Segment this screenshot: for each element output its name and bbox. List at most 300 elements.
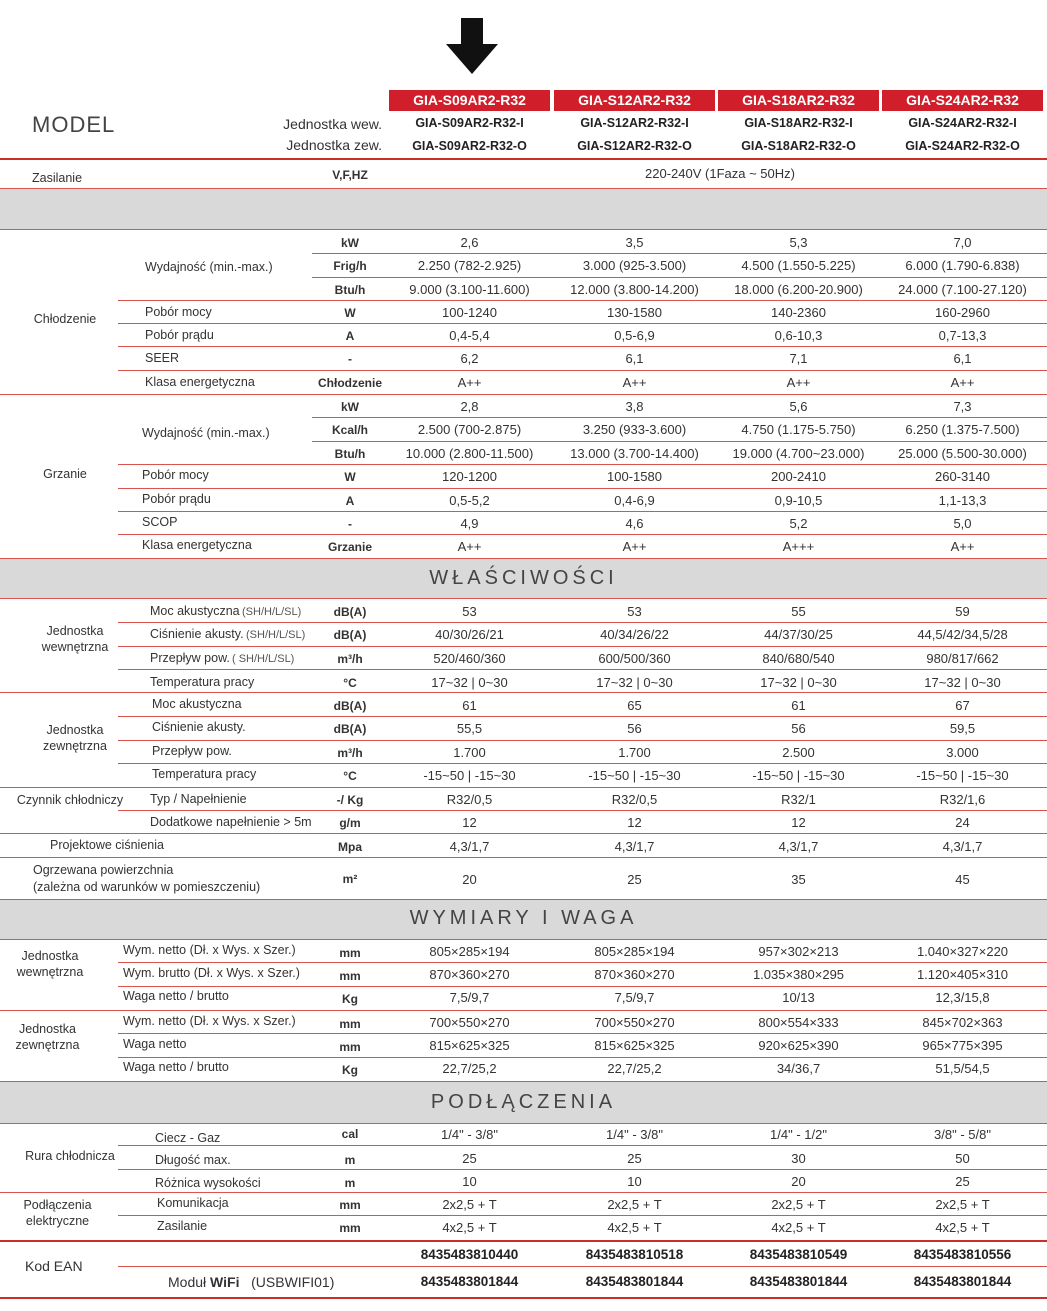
value-cell: A++ <box>622 375 647 390</box>
value-cell: 845×702×363 <box>922 1015 1003 1030</box>
value-cell: 700×550×270 <box>594 1015 675 1030</box>
value-cell: 0,4-6,9 <box>614 493 655 508</box>
value-cell: 25 <box>627 1151 642 1166</box>
value-cell: 56 <box>791 721 806 736</box>
value-cell: 59 <box>955 604 970 619</box>
unit-cell: mm <box>339 1040 361 1054</box>
unit-cell: dB(A) <box>333 628 367 642</box>
param-label: Wym. brutto (Dł. x Wys. x Szer.) <box>123 966 300 980</box>
value-cell: 1.040×327×220 <box>916 944 1009 959</box>
value-cell: 35 <box>791 872 806 887</box>
value-cell: 10/13 <box>782 990 815 1005</box>
value-cell: 30 <box>791 1151 806 1166</box>
value-cell: 2,8 <box>460 399 479 414</box>
value-cell: 34/36,7 <box>776 1061 821 1076</box>
wifi-ean-code: 8435483801844 <box>913 1274 1012 1289</box>
value-cell: 6.250 (1.375-7.500) <box>905 422 1020 437</box>
row-divider <box>0 229 1047 230</box>
value-cell: 3,5 <box>625 235 644 250</box>
param-label: Temperatura pracy <box>152 767 257 781</box>
value-cell: 7,5/9,7 <box>449 990 490 1005</box>
row-divider <box>118 346 1047 347</box>
row-divider <box>0 692 1047 693</box>
param-label: Wym. netto (Dł. x Wys. x Szer.) <box>123 943 296 957</box>
value-cell: 520/460/360 <box>433 651 506 666</box>
value-cell: 22,7/25,2 <box>442 1061 497 1076</box>
value-cell: 7,3 <box>953 399 972 414</box>
unit-cell: Kcal/h <box>331 423 368 437</box>
value-cell: 0,7-13,3 <box>938 328 987 343</box>
value-cell: 0,5-6,9 <box>614 328 655 343</box>
ean-code: 8435483810440 <box>420 1247 519 1262</box>
unit-cell: A <box>345 329 355 343</box>
value-cell: 44,5/42/34,5/28 <box>917 627 1008 642</box>
value-cell: 50 <box>955 1151 970 1166</box>
value-cell: 44/37/30/25 <box>764 627 833 642</box>
value-cell: 25 <box>627 872 642 887</box>
value-cell: 3.000 (925-3.500) <box>582 258 687 273</box>
row-divider <box>118 1215 1047 1216</box>
row-divider <box>118 534 1047 535</box>
value-cell: 815×625×325 <box>429 1038 510 1053</box>
value-cell: 700×550×270 <box>429 1015 510 1030</box>
unit-cell: mm <box>339 1221 361 1235</box>
value-cell: R32/1,6 <box>939 792 986 807</box>
row-divider <box>0 857 1047 858</box>
value-cell: 4x2,5 + T <box>935 1220 990 1235</box>
unit-cell: kW <box>341 400 359 414</box>
param-label: Zasilanie <box>157 1219 208 1233</box>
row-divider <box>118 763 1047 764</box>
unit-cell: °C <box>343 676 357 690</box>
param-label: Komunikacja <box>157 1196 229 1210</box>
value-cell: 800×554×333 <box>758 1015 839 1030</box>
value-cell: 1.120×405×310 <box>916 967 1009 982</box>
unit-cell: mm <box>339 946 361 960</box>
indoor-model-code: GIA-S12AR2-R32-I <box>580 116 689 130</box>
model-name-cell: GIA-S24AR2-R32 <box>882 90 1043 111</box>
unit-cell: °C <box>343 769 357 783</box>
param-label: Różnica wysokości <box>155 1176 261 1190</box>
value-cell: 1/4" - 3/8" <box>606 1127 663 1142</box>
value-cell: 4,3/1,7 <box>614 839 655 854</box>
wifi-code: (USBWIFI01) <box>239 1274 335 1290</box>
row-divider <box>0 394 1047 395</box>
model-name-cell: GIA-S09AR2-R32 <box>389 90 550 111</box>
value-cell: 6,2 <box>460 351 479 366</box>
value-cell: 2x2,5 + T <box>442 1197 497 1212</box>
ean-code: 8435483810556 <box>913 1247 1012 1262</box>
value-cell: 9.000 (3.100-11.600) <box>409 282 530 297</box>
value-cell: 24 <box>955 815 970 830</box>
row-divider <box>312 253 1047 254</box>
row-divider <box>118 488 1047 489</box>
value-cell: 130-1580 <box>607 305 662 320</box>
row-divider <box>118 1145 1047 1146</box>
value-cell: 13.000 (3.700-14.400) <box>570 446 699 461</box>
param-label: Ciecz - Gaz <box>155 1131 221 1145</box>
unit-cell: g/m <box>339 816 361 830</box>
param-label: Pobór mocy <box>145 305 212 319</box>
section-band <box>0 189 1047 229</box>
param-label: Długość max. <box>155 1153 231 1167</box>
unit-cell: Grzanie <box>327 540 372 554</box>
value-cell: A++ <box>457 539 482 554</box>
value-cell: 920×625×390 <box>758 1038 839 1053</box>
value-cell: 12 <box>462 815 477 830</box>
unit-cell: Kg <box>342 992 358 1006</box>
indoor-model-code: GIA-S24AR2-R32-I <box>908 116 1017 130</box>
row-divider <box>312 417 1047 418</box>
row-divider <box>118 464 1047 465</box>
row-divider <box>0 787 1047 788</box>
unit-cell: mm <box>339 1017 361 1031</box>
value-cell: 17~32 | 0~30 <box>596 675 673 690</box>
ean-label: Kod EAN <box>25 1258 83 1274</box>
value-cell: 4x2,5 + T <box>771 1220 826 1235</box>
row-divider <box>0 1240 1047 1242</box>
param-label: Wym. netto (Dł. x Wys. x Szer.) <box>123 1014 296 1028</box>
indoor-model-code: GIA-S18AR2-R32-I <box>744 116 853 130</box>
value-cell: 2,6 <box>460 235 479 250</box>
value-cell: 6,1 <box>953 351 972 366</box>
row-divider <box>0 1010 1047 1011</box>
row-divider <box>118 1033 1047 1034</box>
value-cell: 65 <box>627 698 642 713</box>
value-cell: 5,0 <box>953 516 972 531</box>
value-cell: 4.500 (1.550-5.225) <box>741 258 856 273</box>
unit-cell: mm <box>339 969 361 983</box>
unit-cell: - <box>348 517 352 531</box>
model-name-cell: GIA-S12AR2-R32 <box>554 90 715 111</box>
outdoor-unit-label: Jednostka zew. <box>286 137 382 153</box>
power-label: Zasilanie <box>32 171 83 185</box>
dim-outdoor-group: Jednostka zewnętrzna <box>15 1022 80 1052</box>
row-divider <box>0 158 1047 160</box>
value-cell: 10 <box>462 1174 477 1189</box>
row-divider <box>0 1123 1047 1124</box>
value-cell: 12,3/15,8 <box>935 990 990 1005</box>
wifi-ean-code: 8435483801844 <box>585 1274 684 1289</box>
value-cell: 600/500/360 <box>598 651 671 666</box>
value-cell: -15~50 | -15~30 <box>588 768 681 783</box>
value-cell: A++ <box>950 539 975 554</box>
value-cell: 25 <box>955 1174 970 1189</box>
value-cell: 1/4" - 3/8" <box>441 1127 498 1142</box>
cooling-group-label: Chłodzenie <box>33 312 97 326</box>
row-divider <box>0 1192 1047 1193</box>
value-cell: 120-1200 <box>442 469 497 484</box>
value-cell: 45 <box>955 872 970 887</box>
model-name-cell: GIA-S18AR2-R32 <box>718 90 879 111</box>
row-divider <box>118 962 1047 963</box>
param-label: Typ / Napełnienie <box>150 792 247 806</box>
row-divider <box>312 441 1047 442</box>
unit-cell: Mpa <box>338 840 362 854</box>
value-cell: 0,9-10,5 <box>774 493 823 508</box>
value-cell: 17~32 | 0~30 <box>431 675 508 690</box>
value-cell: 51,5/54,5 <box>935 1061 990 1076</box>
value-cell: 4,3/1,7 <box>449 839 490 854</box>
value-cell: 5,6 <box>789 399 808 414</box>
value-cell: 17~32 | 0~30 <box>924 675 1001 690</box>
unit-cell: cal <box>341 1127 359 1141</box>
value-cell: 55 <box>791 604 806 619</box>
param-label: SEER <box>145 351 180 365</box>
value-cell: 10.000 (2.800-11.500) <box>405 446 534 461</box>
value-cell: 5,3 <box>789 235 808 250</box>
param-label: Ciśnienie akusty. <box>152 720 246 734</box>
value-cell: 67 <box>955 698 970 713</box>
wifi-label-prefix: Moduł <box>168 1274 211 1290</box>
value-cell: 12 <box>627 815 642 830</box>
value-cell: 4,3/1,7 <box>942 839 983 854</box>
value-cell: 100-1580 <box>607 469 662 484</box>
row-divider <box>118 370 1047 371</box>
value-cell: 4,6 <box>625 516 644 531</box>
row-divider <box>118 622 1047 623</box>
param-label: Klasa energetyczna <box>142 538 252 552</box>
value-cell: 40/34/26/22 <box>600 627 669 642</box>
param-label: Dodatkowe napełnienie > 5m <box>150 815 312 829</box>
value-cell: 19.000 (4.700~23.000) <box>732 446 865 461</box>
value-cell: 59,5 <box>949 721 976 736</box>
value-cell: 25.000 (5.500-30.000) <box>898 446 1027 461</box>
value-cell: 870×360×270 <box>594 967 675 982</box>
unit-cell: kW <box>341 236 359 250</box>
param-label: Klasa energetyczna <box>145 375 255 389</box>
row-divider <box>0 939 1047 940</box>
value-cell: 1/4" - 1/2" <box>770 1127 827 1142</box>
value-cell: 4,9 <box>460 516 479 531</box>
unit-cell: Btu/h <box>334 283 366 297</box>
value-cell: 805×285×194 <box>594 944 675 959</box>
row-divider <box>118 1057 1047 1058</box>
wifi-ean-code: 8435483801844 <box>420 1274 519 1289</box>
section-title-dimensions: WYMIARY I WAGA <box>409 907 638 929</box>
value-cell: 12.000 (3.800-14.200) <box>570 282 699 297</box>
value-cell: 17~32 | 0~30 <box>760 675 837 690</box>
value-cell: 1.700 <box>618 745 651 760</box>
value-cell: 0,6-10,3 <box>774 328 823 343</box>
value-cell: 6,1 <box>625 351 644 366</box>
row-divider <box>118 810 1047 811</box>
ean-code: 8435483810518 <box>585 1247 684 1262</box>
value-cell: R32/0,5 <box>446 792 493 807</box>
unit-cell: Frig/h <box>333 259 367 273</box>
wifi-ean-code: 8435483801844 <box>749 1274 848 1289</box>
value-cell: A++ <box>950 375 975 390</box>
outdoor-model-code: GIA-S24AR2-R32-O <box>905 139 1020 153</box>
param-label: Moc akustyczna <box>152 697 242 711</box>
value-cell: A++ <box>457 375 482 390</box>
unit-cell: m <box>344 1153 356 1167</box>
model-heading: MODEL <box>32 112 116 137</box>
value-cell: 1,1-13,3 <box>938 493 987 508</box>
unit-cell: V,F,HZ <box>332 168 368 182</box>
unit-cell: m³/h <box>337 746 363 760</box>
value-cell: 12 <box>791 815 806 830</box>
value-cell: -15~50 | -15~30 <box>423 768 516 783</box>
value-cell: 61 <box>791 698 806 713</box>
value-cell: 260-3140 <box>935 469 990 484</box>
value-cell: 870×360×270 <box>429 967 510 982</box>
value-cell: 4x2,5 + T <box>607 1220 662 1235</box>
value-cell: 160-2960 <box>935 305 990 320</box>
value-cell: 53 <box>462 604 477 619</box>
value-cell: 20 <box>791 1174 806 1189</box>
pipe-group: Rura chłodnicza <box>25 1149 115 1163</box>
design-pressure-label: Projektowe ciśnienia <box>50 838 164 852</box>
row-divider <box>118 646 1047 647</box>
indoor-model-code: GIA-S09AR2-R32-I <box>415 116 524 130</box>
unit-cell: m² <box>342 872 358 886</box>
unit-cell: dB(A) <box>333 722 367 736</box>
value-cell: 20 <box>462 872 477 887</box>
row-divider <box>118 669 1047 670</box>
value-cell: -15~50 | -15~30 <box>752 768 845 783</box>
value-cell: 5,2 <box>789 516 808 531</box>
ean-code: 8435483810549 <box>749 1247 848 1262</box>
unit-cell: dB(A) <box>333 699 367 713</box>
value-cell: 4x2,5 + T <box>442 1220 497 1235</box>
value-cell: -15~50 | -15~30 <box>916 768 1009 783</box>
electric-group: Podłączenia elektryczne <box>23 1198 92 1228</box>
value-cell: 1.700 <box>453 745 486 760</box>
value-cell: 3,8 <box>625 399 644 414</box>
refrigerant-group: Czynnik chłodniczy <box>16 793 124 807</box>
param-label: Pobór mocy <box>142 468 209 482</box>
row-divider <box>118 1266 1047 1267</box>
param-label: SCOP <box>142 515 178 529</box>
unit-cell: W <box>344 470 356 484</box>
value-cell: 2x2,5 + T <box>935 1197 990 1212</box>
value-cell: 61 <box>462 698 477 713</box>
heating-group-label: Grzanie <box>43 467 87 481</box>
value-cell: R32/0,5 <box>611 792 658 807</box>
unit-cell: m <box>344 1176 356 1190</box>
value-cell: 200-2410 <box>771 469 826 484</box>
row-divider <box>118 986 1047 987</box>
row-divider <box>0 833 1047 834</box>
param-note: (SH/H/L/SL) <box>246 629 306 641</box>
value-cell: 957×302×213 <box>758 944 839 959</box>
unit-cell: m³/h <box>337 652 363 666</box>
value-cell: 100-1240 <box>442 305 497 320</box>
heated-area-label: Ogrzewana powierzchnia <box>33 863 174 877</box>
value-cell: 0,4-5,4 <box>449 328 490 343</box>
value-cell: 25 <box>462 1151 477 1166</box>
param-label: Temperatura pracy <box>150 675 255 689</box>
outdoor-model-code: GIA-S09AR2-R32-O <box>412 139 527 153</box>
power-value: 220-240V (1Faza ~ 50Hz) <box>645 166 795 181</box>
unit-cell: Chłodzenie <box>317 376 382 390</box>
row-divider <box>118 511 1047 512</box>
cooling-capacity-label: Wydajność (min.-max.) <box>145 260 273 274</box>
value-cell: 40/30/26/21 <box>435 627 504 642</box>
param-label: Waga netto / brutto <box>123 989 229 1003</box>
value-cell: 55,5 <box>456 721 483 736</box>
indoor-unit-label: Jednostka wew. <box>283 116 382 132</box>
value-cell: 18.000 (6.200-20.900) <box>734 282 863 297</box>
row-divider <box>0 1297 1047 1299</box>
value-cell: 815×625×325 <box>594 1038 675 1053</box>
unit-cell: dB(A) <box>333 605 367 619</box>
value-cell: 980/817/662 <box>926 651 999 666</box>
value-cell: 1.035×380×295 <box>752 967 845 982</box>
value-cell: A++ <box>786 375 811 390</box>
value-cell: 965×775×395 <box>922 1038 1003 1053</box>
value-cell: 53 <box>627 604 642 619</box>
value-cell: 3.250 (933-3.600) <box>582 422 687 437</box>
outdoor-unit-group: Jednostka zewnętrzna <box>43 723 107 753</box>
outdoor-model-code: GIA-S12AR2-R32-O <box>577 139 692 153</box>
value-cell: R32/1 <box>781 792 816 807</box>
param-label: Pobór prądu <box>145 328 214 342</box>
param-label: Ciśnienie akusty. <box>150 627 244 641</box>
param-label: Waga netto <box>123 1037 187 1051</box>
row-divider <box>118 716 1047 717</box>
value-cell: 3/8" - 5/8" <box>934 1127 991 1142</box>
value-cell: 4,3/1,7 <box>778 839 819 854</box>
unit-cell: -/ Kg <box>336 793 364 807</box>
row-divider <box>118 1169 1047 1170</box>
row-divider <box>0 598 1047 599</box>
param-note: (SH/H/L/SL) <box>242 606 302 618</box>
param-label: Pobór prądu <box>142 492 211 506</box>
unit-cell: W <box>344 306 356 320</box>
row-divider <box>118 740 1047 741</box>
value-cell: 22,7/25,2 <box>607 1061 662 1076</box>
value-cell: 4.750 (1.175-5.750) <box>741 422 856 437</box>
value-cell: 7,0 <box>953 235 972 250</box>
heated-area-note: (zależna od warunków w pomieszczeniu) <box>33 880 261 894</box>
outdoor-model-code: GIA-S18AR2-R32-O <box>741 139 856 153</box>
value-cell: 140-2360 <box>771 305 826 320</box>
unit-cell: Kg <box>342 1063 358 1077</box>
dim-indoor-group: Jednostka wewnętrzna <box>16 949 84 979</box>
unit-cell: mm <box>339 1198 361 1212</box>
param-note: ( SH/H/L/SL) <box>232 653 295 665</box>
value-cell: 24.000 (7.100-27.120) <box>898 282 1027 297</box>
wifi-label-bold: WiFi <box>210 1274 240 1290</box>
param-label: Przepływ pow. <box>150 651 230 665</box>
unit-cell: A <box>345 494 355 508</box>
value-cell: 0,5-5,2 <box>449 493 490 508</box>
param-label: Przepływ pow. <box>152 744 232 758</box>
param-label: Moc akustyczna <box>150 604 240 618</box>
unit-cell: Btu/h <box>334 447 366 461</box>
value-cell: 2x2,5 + T <box>607 1197 662 1212</box>
wifi-module-label <box>168 1274 334 1290</box>
row-divider <box>118 300 1047 301</box>
indoor-unit-group: Jednostka wewnętrzna <box>41 624 109 654</box>
value-cell: 840/680/540 <box>762 651 835 666</box>
section-title-connections: PODŁĄCZENIA <box>430 1091 617 1113</box>
value-cell: 2.500 <box>782 745 815 760</box>
value-cell: 805×285×194 <box>429 944 510 959</box>
value-cell: 56 <box>627 721 642 736</box>
param-label: Waga netto / brutto <box>123 1060 229 1074</box>
row-divider <box>312 277 1047 278</box>
value-cell: A++ <box>622 539 647 554</box>
value-cell: 2.250 (782-2.925) <box>417 258 522 273</box>
value-cell: 10 <box>627 1174 642 1189</box>
down-arrow-icon <box>444 18 500 76</box>
row-divider <box>118 323 1047 324</box>
value-cell: 7,5/9,7 <box>614 990 655 1005</box>
value-cell: 2x2,5 + T <box>771 1197 826 1212</box>
